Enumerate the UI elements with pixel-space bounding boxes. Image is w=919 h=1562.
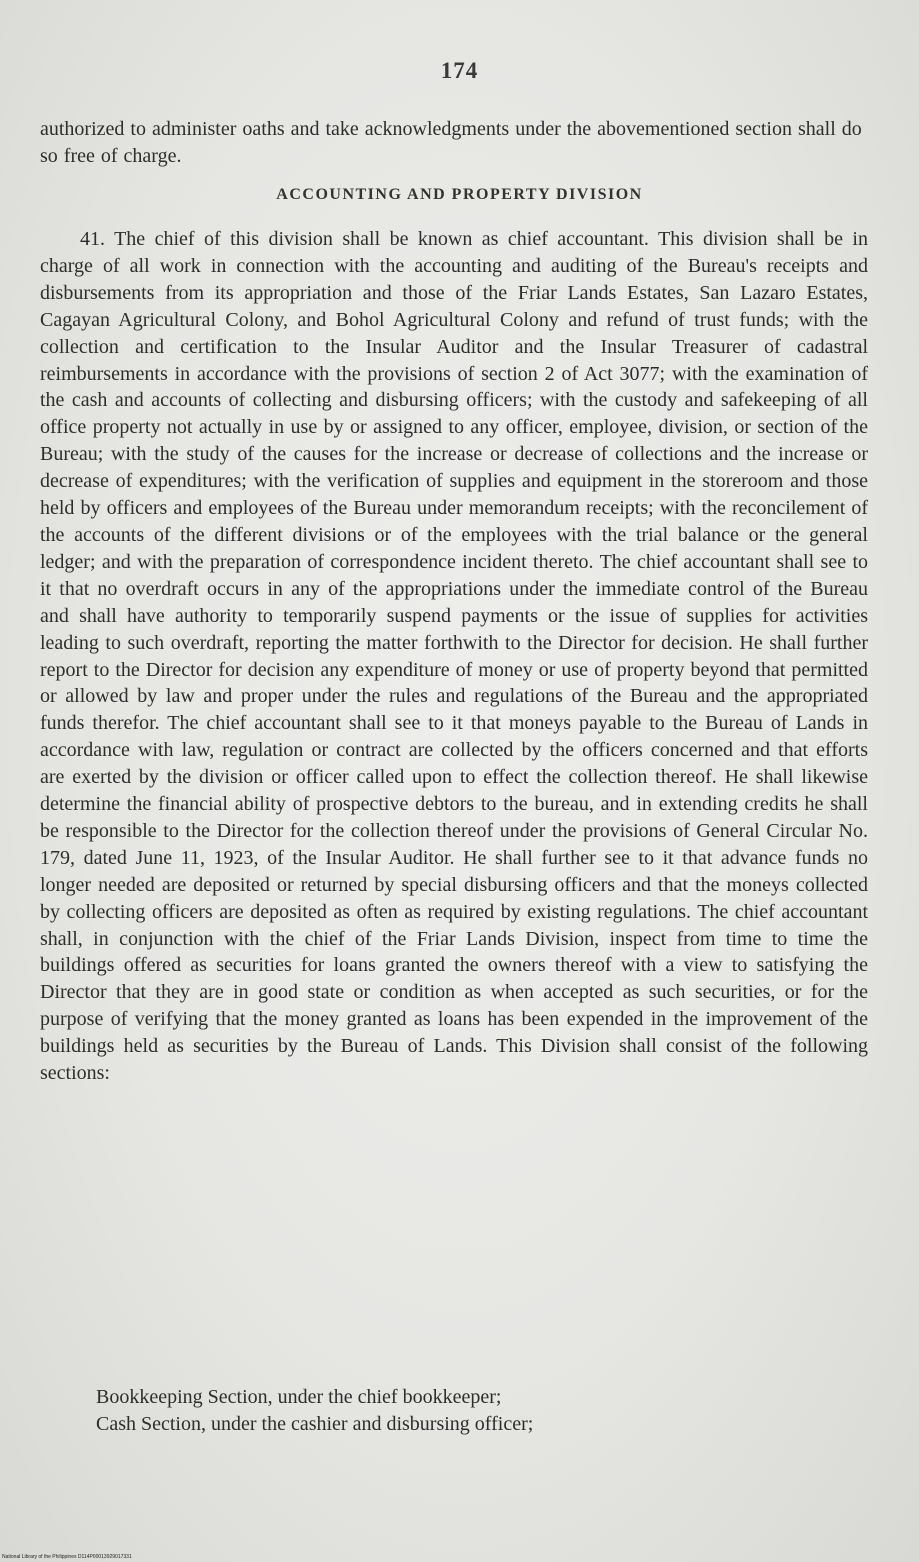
intro-text: authorized to administer oaths and take acknowledgments under the abovementioned section shall do so free of charge.: [40, 118, 862, 167]
body-paragraph: [40, 226, 868, 1087]
section-heading: ACCOUNTING AND PROPERTY DIVISION: [276, 186, 643, 203]
list-item: Cash Section, under the cashier and disbursing officer;: [96, 1412, 534, 1435]
list-item: Bookkeeping Section, under the chief bookkeeper;: [96, 1386, 502, 1408]
sections-list: [96, 1384, 856, 1438]
paragraph-41: 41. The chief of this division shall be known as chief accountant. This division shall be in charge of all work in connection with the accounting and auditing of the Bureau's receipts and disbursements from its appropriation and those of the Friar Lands Estates, San Lazaro Estates, Cagayan Agricultural Colony, and Bohol Agricultural Colony and refund of trust funds; with the collection and certification to the Insular Auditor and the Insular Treasurer of cadastral reimbursements in accordance with the provisions of section 2 of Act 3077; with the examination of the cash and accounts of collecting and disbursing officers; with the custody and safekeeping of all office property not actually in use by or assigned to any officer, employee, division, or section of the Bureau; with the study of the causes for the increase or decrease of collections and the increase or decrease of expenditures; with the verification of supplies and equipment in the storeroom and those held by officers and employees of the Bureau under memorandum receipts; with the reconcilement of the accounts of the different divisions or of the employees with the trial balance or the general ledger; and with the preparation of correspondence incident thereto. The chief accountant shall see to it that no overdraft occurs in any of the appropriations under the immediate control of the Bureau and shall have authority to temporarily suspend payments or the issue of supplies for activities leading to such overdraft, reporting the matter forthwith to the Director for decision. He shall further report to the Director for decision any expenditure of money or use of property beyond that permitted or allowed by law and proper under the rules and regulations of the Bureau and the appropriated funds therefor. The chief accountant shall see to it that moneys payable to the Bureau of Lands in accordance with law, regulation or contract are collected by the officers concerned and that efforts are exerted by the division or officer called upon to effect the collection thereof. He shall likewise determine the financial ability of prospective debtors to the bureau, and in extending credits he shall be responsible to the Director for the collection thereof under the provisions of General Circular No. 179, dated June 11, 1923, of the Insular Auditor. He shall further see to it that advance funds no longer needed are deposited or returned by special disbursing officers and that the moneys collected by collecting officers are deposited as often as required by existing regulations. The chief accountant shall, in conjunction with the chief of the Friar Lands Division, inspect from time to time the buildings offered as securities for loans granted the owners thereof with a view to satisfying the Director that they are in good state or condition as when accepted as such securities, or for the purpose of verifying that the money granted as loans has been expended in the improvement of the buildings held as securities by the Bureau of Lands. This Division shall consist of the following sections:: [40, 228, 868, 1085]
page-number: 174: [440, 58, 479, 83]
archive-stamp: National Library of the Philippines D114P00013929017331: [2, 1554, 132, 1560]
